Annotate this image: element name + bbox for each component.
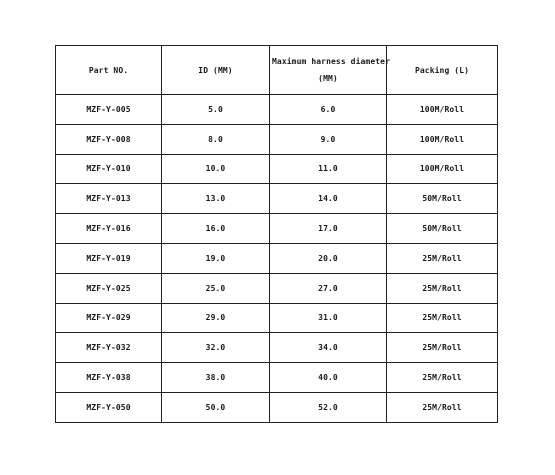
cell-max-diameter: 6.0: [270, 95, 387, 125]
cell-part-no: MZF-Y-038: [56, 363, 162, 393]
cell-max-diameter: 17.0: [270, 214, 387, 244]
header-packing: Packing (L): [387, 46, 498, 95]
cell-id: 29.0: [162, 303, 270, 333]
table-row: [56, 124, 498, 154]
cell-packing: 25M/Roll: [387, 303, 498, 333]
cell-part-no: MZF-Y-008: [56, 124, 162, 154]
table-row: [56, 363, 498, 393]
cell-part-no: MZF-Y-019: [56, 243, 162, 273]
cell-id: 8.0: [162, 124, 270, 154]
header-max-diameter-line1: Maximum harness diameter: [272, 57, 390, 66]
cell-packing: 25M/Roll: [387, 392, 498, 422]
table-row: [56, 95, 498, 125]
header-max-diameter-line2: (MM): [318, 74, 338, 83]
spec-table: [55, 45, 498, 423]
cell-id: 38.0: [162, 363, 270, 393]
cell-part-no: MZF-Y-016: [56, 214, 162, 244]
table-row: [56, 154, 498, 184]
table-row: [56, 333, 498, 363]
header-part-no: Part NO.: [56, 46, 162, 95]
cell-part-no: MZF-Y-032: [56, 333, 162, 363]
cell-id: 50.0: [162, 392, 270, 422]
table-row: [56, 243, 498, 273]
table-row: [56, 392, 498, 422]
cell-part-no: MZF-Y-013: [56, 184, 162, 214]
table-body: [56, 95, 498, 423]
cell-packing: 100M/Roll: [387, 124, 498, 154]
cell-id: 19.0: [162, 243, 270, 273]
table-header: [56, 46, 498, 95]
cell-packing: 100M/Roll: [387, 95, 498, 125]
header-max-diameter: [270, 46, 390, 95]
cell-id: 13.0: [162, 184, 270, 214]
cell-packing: 100M/Roll: [387, 154, 498, 184]
cell-packing: 25M/Roll: [387, 363, 498, 393]
table-row: [56, 184, 498, 214]
header-id: ID (MM): [162, 46, 270, 95]
cell-part-no: MZF-Y-025: [56, 273, 162, 303]
cell-part-no: MZF-Y-010: [56, 154, 162, 184]
table-row: [56, 273, 498, 303]
cell-max-diameter: 11.0: [270, 154, 387, 184]
cell-max-diameter: 14.0: [270, 184, 387, 214]
cell-id: 25.0: [162, 273, 270, 303]
cell-max-diameter: 27.0: [270, 273, 387, 303]
cell-packing: 50M/Roll: [387, 184, 498, 214]
cell-max-diameter: 20.0: [270, 243, 387, 273]
cell-max-diameter: 34.0: [270, 333, 387, 363]
cell-max-diameter: 31.0: [270, 303, 387, 333]
cell-part-no: MZF-Y-029: [56, 303, 162, 333]
cell-id: 5.0: [162, 95, 270, 125]
cell-id: 32.0: [162, 333, 270, 363]
cell-part-no: MZF-Y-005: [56, 95, 162, 125]
cell-packing: 25M/Roll: [387, 273, 498, 303]
table-row: [56, 214, 498, 244]
cell-packing: 25M/Roll: [387, 333, 498, 363]
cell-part-no: MZF-Y-050: [56, 392, 162, 422]
cell-packing: 50M/Roll: [387, 214, 498, 244]
cell-max-diameter: 9.0: [270, 124, 387, 154]
cell-id: 16.0: [162, 214, 270, 244]
cell-id: 10.0: [162, 154, 270, 184]
cell-max-diameter: 52.0: [270, 392, 387, 422]
header-row: [56, 46, 498, 95]
table-row: [56, 303, 498, 333]
cell-max-diameter: 40.0: [270, 363, 387, 393]
cell-packing: 25M/Roll: [387, 243, 498, 273]
